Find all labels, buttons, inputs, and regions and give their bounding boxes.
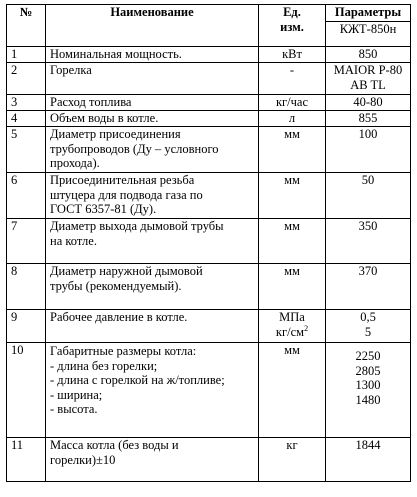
row-value-line: 350 [358,219,378,233]
row-name [46,95,259,111]
row-name [46,127,259,173]
row-unit-line [263,325,321,340]
row-value [326,310,411,343]
row-name [46,173,259,219]
row-unit [259,264,326,310]
row-value [326,438,411,482]
row-name-line: на котле. [50,233,97,248]
row-unit-line: - [289,63,295,77]
spec-table [6,4,411,482]
table-row [7,47,411,63]
row-value-line: AB TL [350,77,386,92]
row-name-line: Масса котла (без воды и [50,438,179,452]
row-value-line: 850 [358,47,378,61]
row-value-line: 370 [358,264,378,278]
row-name-line: горелки)±10 [50,452,116,467]
table-row [7,438,411,482]
row-unit-line: МПа [279,310,305,324]
row-name [46,111,259,127]
row-unit-line: мм [284,219,300,233]
row-value-line: 5 [364,324,372,339]
table-row [7,343,411,438]
row-number: 6 [7,173,46,219]
table-row [7,95,411,111]
row-name-line: трубы (рекомендуемый). [50,278,182,293]
row-unit [259,173,326,219]
row-value [326,343,411,438]
row-value-line: 40-80 [353,95,383,109]
row-unit-line: кг/час [275,95,309,109]
table-row [7,219,411,264]
row-unit [259,343,326,438]
row-unit-line: л [288,111,296,125]
table-row [7,310,411,343]
row-unit [259,111,326,127]
row-value [326,63,411,95]
row-number: 4 [7,111,46,127]
row-name-line: Объем воды в котле. [50,111,159,125]
header-params: Параметры [326,5,411,22]
row-number: 11 [7,438,46,482]
row-number: 3 [7,95,46,111]
header-unit-line-2: изм. [280,19,304,34]
row-name [46,47,259,63]
row-unit-line: кг [286,438,298,452]
header-num: № [7,5,46,47]
row-value-line: MAIOR P-80 [333,63,403,77]
row-value-line: 50 [361,173,375,187]
row-value [326,95,411,111]
header-model: КЖТ-850н [326,22,411,47]
row-name-line: - длина без горелки; [50,358,158,373]
row-unit [259,438,326,482]
row-name-line: Присоединительная резьба [50,173,195,187]
row-number: 8 [7,264,46,310]
header-unit [259,5,326,47]
row-name-line: - длина с горелкой на ж/топливе; [50,373,225,387]
table-row [7,111,411,127]
table-row [7,173,411,219]
table-row [7,264,411,310]
row-unit [259,63,326,95]
table-row [7,127,411,173]
row-value-line: 1844 [355,438,381,452]
row-value [326,173,411,219]
row-name [46,63,259,95]
header-row-1 [7,5,411,22]
row-unit [259,47,326,63]
row-name-line: Диаметр наружной дымовой [50,264,203,278]
row-value [326,219,411,264]
row-value-line: 0,5 [360,310,376,324]
row-name-line: Горелка [50,63,92,77]
row-name [46,343,259,438]
unit-text: кг/см [275,324,305,339]
row-name-line: трубопроводов (Ду – условного [50,141,219,156]
row-unit [259,127,326,173]
row-value [326,111,411,127]
row-number: 5 [7,127,46,173]
row-number: 1 [7,47,46,63]
row-name-line: Диаметр выхода дымовой трубы [50,219,224,233]
row-name-line: Диаметр присоединения [50,127,181,141]
unit-superscript: 2 [304,323,309,333]
row-value-line: 100 [358,127,378,141]
table-row [7,63,411,95]
row-unit [259,219,326,264]
row-name-line: Номинальная мощность. [50,47,182,61]
row-value [326,127,411,173]
row-name [46,219,259,264]
header-name: Наименование [46,5,259,47]
row-number: 10 [7,343,46,438]
row-value [326,264,411,310]
row-name-line: - высота. [50,402,98,416]
row-unit-line: мм [284,264,300,278]
row-value-line: 2805 [355,363,381,378]
row-value-line: 1300 [355,378,381,392]
row-name-line: прохода). [50,156,100,170]
row-unit-line: кВт [282,47,302,61]
row-name [46,264,259,310]
row-name [46,310,259,343]
row-value-line: 855 [358,111,378,125]
row-name-line: Рабочее давление в котле. [50,310,188,324]
row-value-line: 1480 [355,392,381,407]
row-unit [259,95,326,111]
header-unit-line-1: Ед. [283,5,301,19]
row-name-line: Расход топлива [50,95,132,109]
row-unit-line: мм [284,127,300,141]
row-unit-line: мм [284,343,300,357]
row-value [326,47,411,63]
row-name-line: штуцера для подвода газа по [50,187,203,202]
row-name [46,438,259,482]
row-value-line: 2250 [355,349,381,363]
row-number: 2 [7,63,46,95]
row-name-line: - ширина; [50,387,103,402]
row-number: 7 [7,219,46,264]
row-number: 9 [7,310,46,343]
row-name-line: Габаритные размеры котла: [50,344,197,358]
row-unit-line: мм [284,173,300,187]
row-name-line: ГОСТ 6357-81 (Ду). [50,202,157,216]
row-unit [259,310,326,343]
